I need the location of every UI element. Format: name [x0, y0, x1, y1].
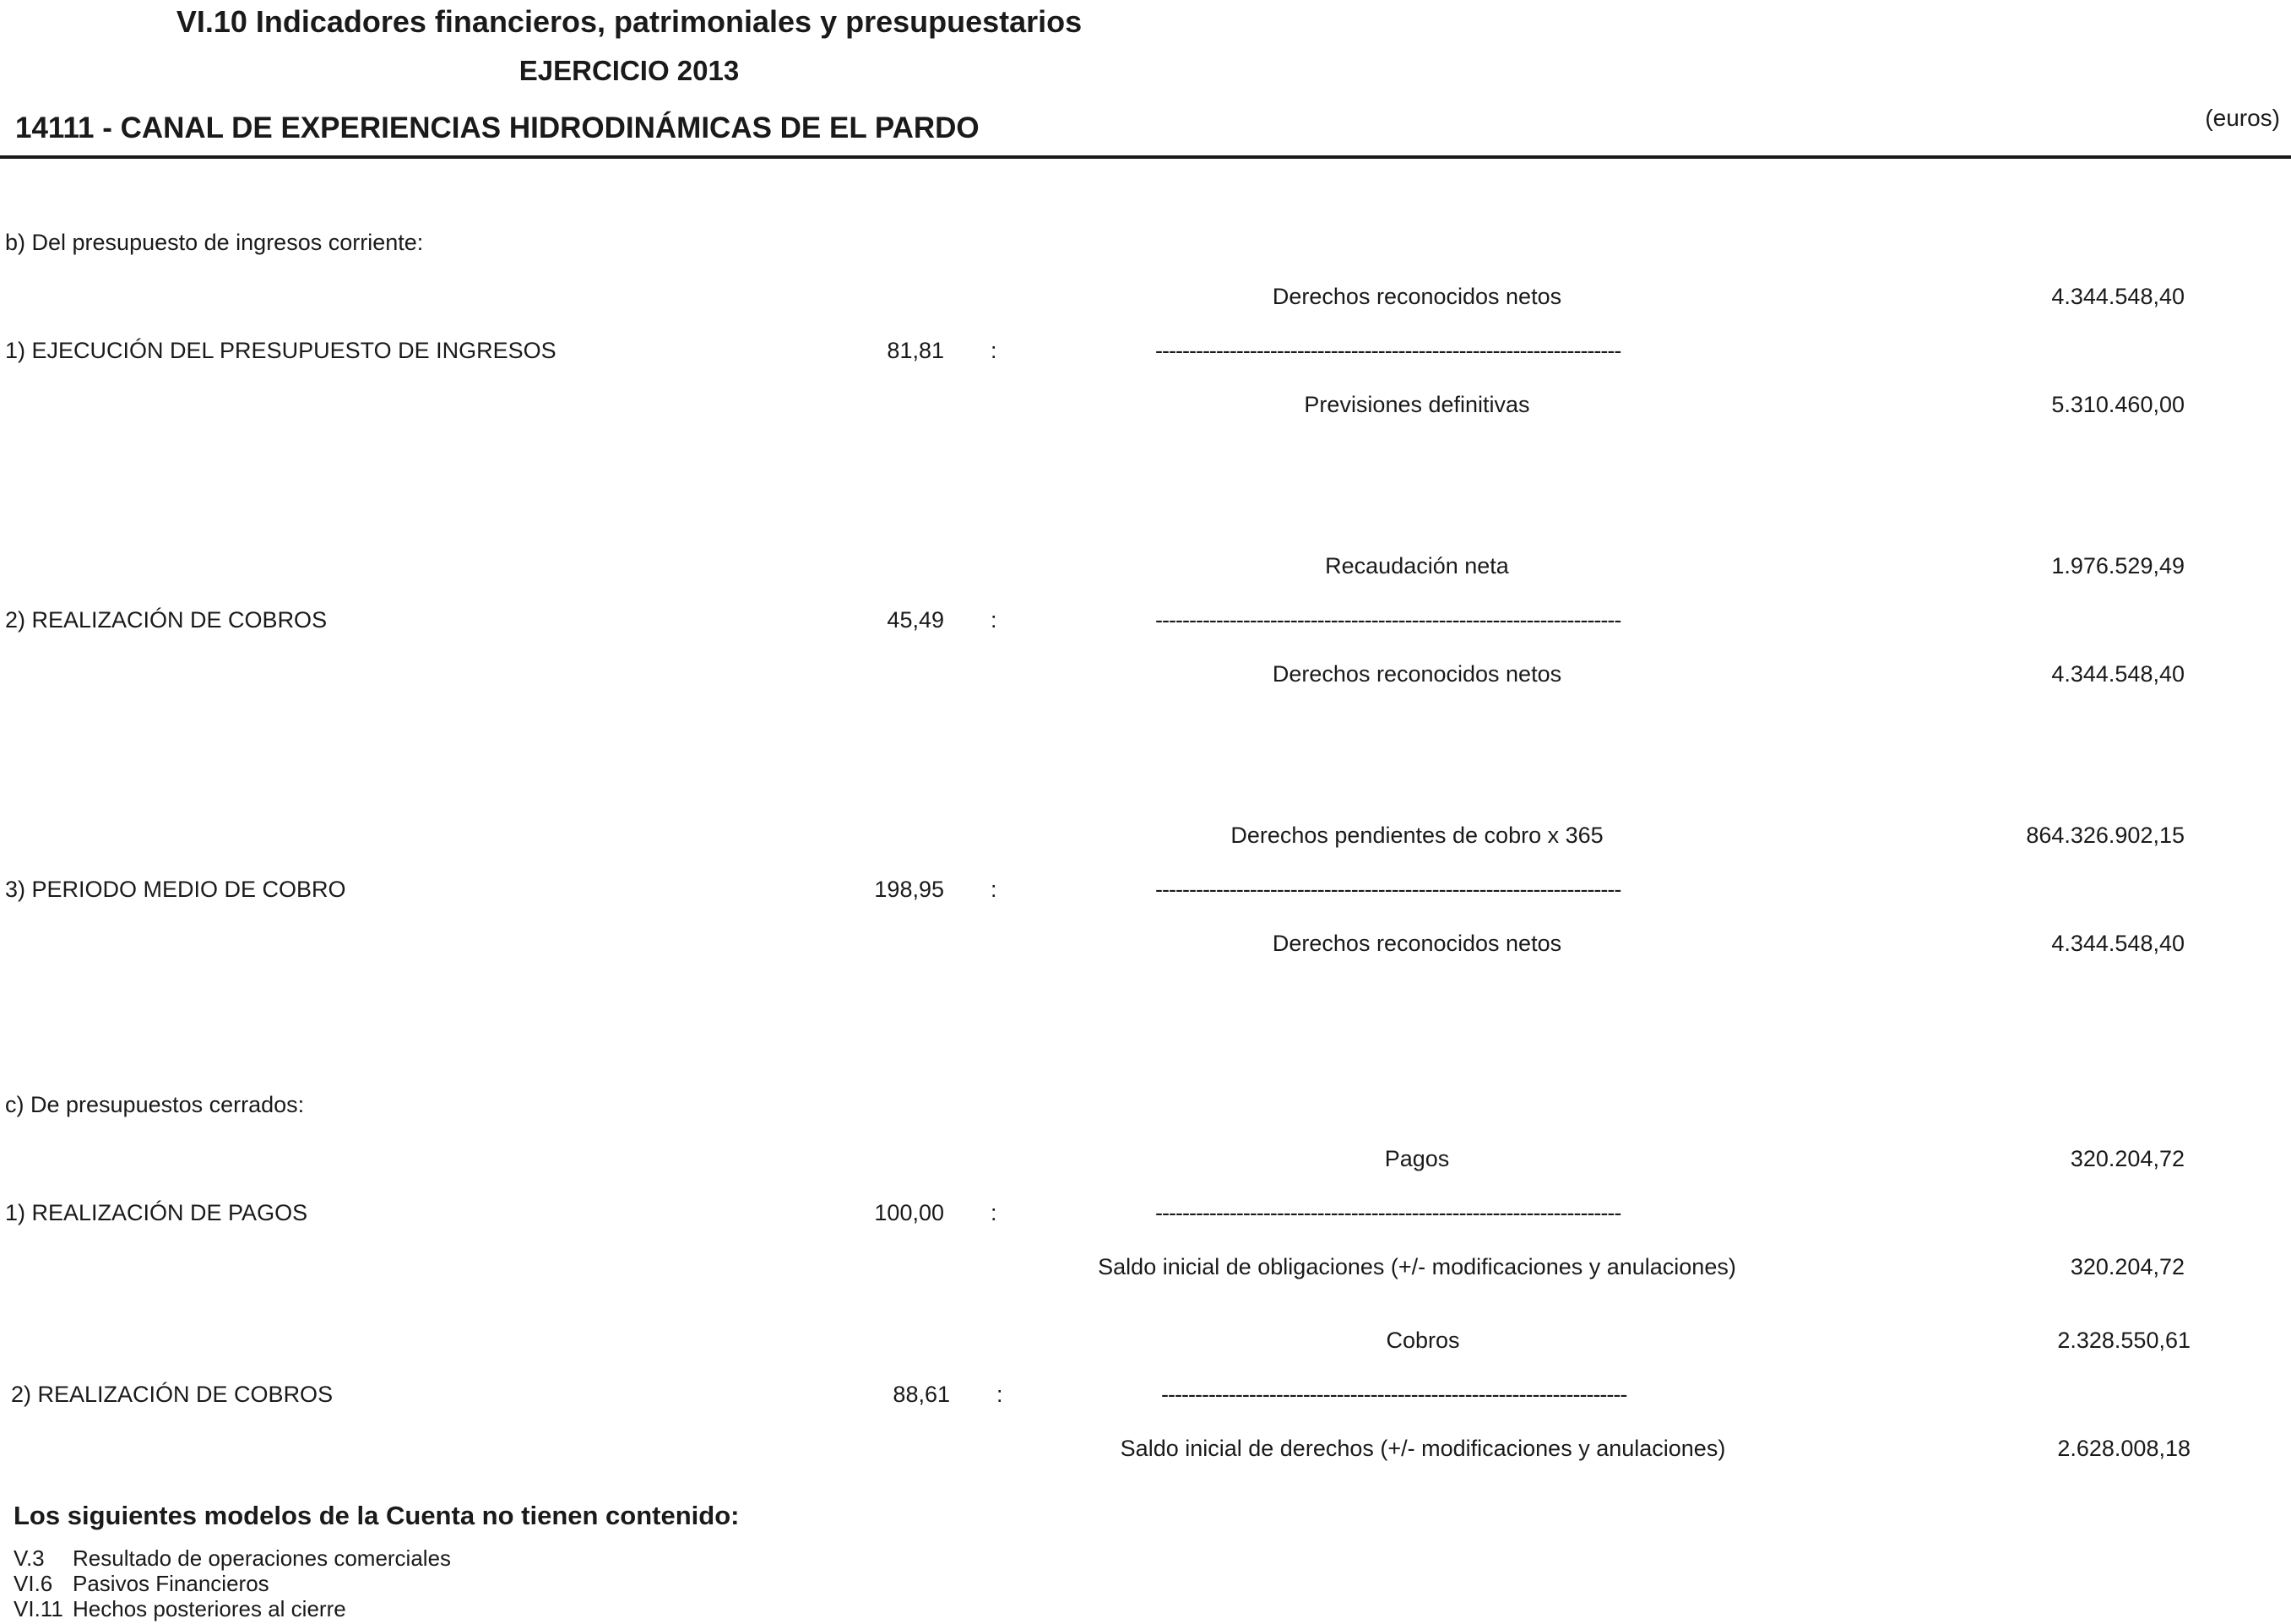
model-name: Pasivos Financieros: [73, 1571, 269, 1596]
denominator-value: 4.344.548,40: [2051, 661, 2185, 687]
units-label: (euros): [2205, 105, 2280, 131]
page-title: VI.10 Indicadores financieros, patrimoniales y presupuestarios: [176, 4, 1083, 39]
indicator-label: 2) REALIZACIÓN DE COBROS: [5, 607, 328, 633]
denominator-value: 4.344.548,40: [2051, 931, 2185, 956]
indicator-label: 1) EJECUCIÓN DEL PRESUPUESTO DE INGRESOS: [5, 338, 556, 363]
fraction-line: ---------------------------------------------------------------------: [1155, 1200, 1621, 1225]
indicator-label: 2) REALIZACIÓN DE COBROS: [11, 1382, 334, 1407]
empty-models-heading: Los siguientes modelos de la Cuenta no tienen contenido:: [14, 1501, 740, 1530]
denominator-label: Derechos reconocidos netos: [1272, 931, 1562, 956]
empty-model-item: [14, 1571, 269, 1597]
fraction-line: ---------------------------------------------------------------------: [1161, 1382, 1627, 1407]
page-subtitle: EJERCICIO 2013: [518, 55, 740, 86]
denominator-label: Saldo inicial de obligaciones (+/- modificaciones y anulaciones): [1098, 1254, 1736, 1279]
empty-model-item: [14, 1596, 346, 1622]
model-code: VI.11: [14, 1596, 63, 1621]
indicator-value: 45,49: [887, 607, 944, 633]
model-name: Resultado de operaciones comerciales: [73, 1545, 452, 1571]
ratio-colon: :: [991, 877, 997, 902]
denominator-value: 2.628.008,18: [2057, 1436, 2191, 1461]
ratio-colon: :: [991, 607, 997, 633]
indicator-value: 198,95: [874, 877, 944, 902]
indicator-value: 100,00: [874, 1200, 944, 1225]
numerator-label: Recaudación neta: [1325, 553, 1509, 578]
denominator-value: 320.204,72: [2070, 1254, 2185, 1279]
numerator-label: Pagos: [1384, 1146, 1450, 1171]
numerator-value: 2.328.550,61: [2057, 1328, 2191, 1353]
model-code: V.3: [14, 1545, 45, 1571]
section-heading-c: c) De presupuestos cerrados:: [5, 1092, 305, 1117]
indicator-value: 88,61: [893, 1382, 950, 1407]
entity-heading: 14111 - CANAL DE EXPERIENCIAS HIDRODINÁMICAS DE EL PARDO: [15, 111, 980, 144]
ratio-colon: :: [996, 1382, 1003, 1407]
numerator-label: Derechos reconocidos netos: [1272, 284, 1562, 309]
section-heading-b: b) Del presupuesto de ingresos corriente:: [5, 230, 424, 255]
denominator-label: Saldo inicial de derechos (+/- modificaciones y anulaciones): [1120, 1436, 1726, 1461]
numerator-label: Derechos pendientes de cobro x 365: [1230, 823, 1604, 848]
header-divider: [0, 155, 2291, 159]
fraction-line: ---------------------------------------------------------------------: [1155, 338, 1621, 363]
denominator-value: 5.310.460,00: [2051, 392, 2185, 417]
fraction-line: ---------------------------------------------------------------------: [1155, 877, 1621, 902]
empty-model-item: [14, 1545, 451, 1572]
numerator-value: 1.976.529,49: [2051, 553, 2185, 578]
numerator-label: Cobros: [1386, 1328, 1460, 1353]
ratio-colon: :: [991, 1200, 997, 1225]
model-name: Hechos posteriores al cierre: [73, 1596, 346, 1621]
indicator-value: 81,81: [887, 338, 944, 363]
ratio-colon: :: [991, 338, 997, 363]
numerator-value: 4.344.548,40: [2051, 284, 2185, 309]
indicator-label: 3) PERIODO MEDIO DE COBRO: [5, 877, 346, 902]
model-code: VI.6: [14, 1571, 53, 1596]
denominator-label: Derechos reconocidos netos: [1272, 661, 1562, 687]
numerator-value: 864.326.902,15: [2026, 823, 2185, 848]
numerator-value: 320.204,72: [2070, 1146, 2185, 1171]
indicator-label: 1) REALIZACIÓN DE PAGOS: [5, 1200, 308, 1225]
fraction-line: ---------------------------------------------------------------------: [1155, 607, 1621, 633]
denominator-label: Previsiones definitivas: [1304, 392, 1530, 417]
